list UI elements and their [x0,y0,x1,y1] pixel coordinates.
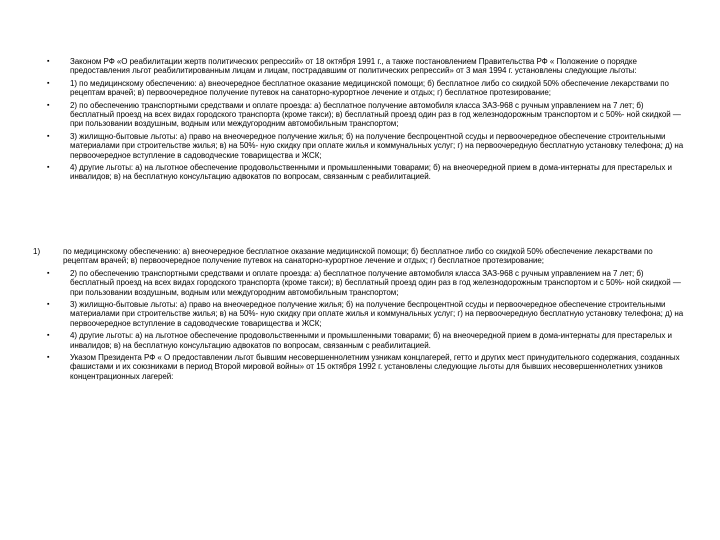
bullet-icon: ▪ [47,332,50,340]
list-item-text: 3) жилищно-бытовые льготы: а) право на внеочередное получение жилья; б) на получение беспроцентной ссуды и первоочередное обеспечение строительными материалами при строительстве жилья; в) на 50%- ную скидку при оплате жилья и коммунальных услуг; г) на первоочередную бесплатную установку телефона; д) на первоочередное вступление в садоводческие товарищества и ЖСК; [70,300,684,328]
list-item [0,79,720,98]
list-item [0,269,720,297]
list-item-text: 1) по медицинскому обеспечению: а) внеочередное бесплатное оказание медицинской помощи; б) бесплатное либо со скидкой 50% обеспечение лекарствами по рецептам врачей; в) первоочередное получение путевок на санаторно-курортное лечение и отдых; г) бесплатное протезирование; [70,78,669,98]
list-item-text: по медицинскому обеспечению: а) внеочередное бесплатное оказание медицинской помощи; б) бесплатное либо со скидкой 50% обеспечение лекарствами по рецептам врачей; в) первоочередное получение путевок на санаторно-курортное лечение и отдых; г) бесплатное протезирование; [63,247,653,266]
list-item [0,57,720,76]
list-item [0,300,720,328]
bullet-icon: ▪ [47,354,50,362]
list-number: 1) [33,247,41,256]
benefits-list-secondary [0,247,720,384]
list-item-text: 4) другие льготы: а) на льготное обеспечение продовольственными и промышленными товарами; б) на внеочередной прием в дома-интернаты для престарелых и инвалидов; в) на бесплатную консультацию адвокатов по вопросам, связанным с реабилитацией. [70,163,672,182]
list-item [0,247,720,266]
list-item-text: 2) по обеспечению транспортными средствами и оплате проезда: а) бесплатное получение автомобиля класса ЗАЗ-968 с ручным управлением на 7 лет; б) бесплатный проезд на всех видах городского транспорта (кроме такси); в) бесплатный проезд один раз в год железнодорожным транспортом и с 50%- ной скидкой — при пользовании воздушным, водным или междугородним автомобильным транспортом; [70,268,681,297]
bullet-icon: ▪ [47,101,50,109]
bullet-icon: ▪ [47,301,50,309]
bullet-icon: ▪ [47,79,50,87]
benefits-list-primary [0,57,720,185]
list-item [0,353,720,381]
list-item-text: 2) по обеспечению транспортными средствами и оплате проезда: а) бесплатное получение автомобиля класса ЗАЗ-968 с ручным управлением на 7 лет; б) бесплатный проезд на всех видах городского транспорта (кроме такси); в) бесплатный проезд один раз в год железнодорожным транспортом и с 50%- ной скидкой — при пользовании воздушным, водным или междугородним автомобильным транспортом; [70,100,681,129]
list-item [0,101,720,129]
bullet-icon: ▪ [47,132,50,140]
list-item [0,331,720,350]
bullet-icon: ▪ [47,269,50,277]
list-item-text: Указом Президента РФ « О предоставлении льгот бывшим несовершеннолетним узникам концлагерей, гетто и других мест принудительного содержания, созданных фашистами и их союзниками в период Второй мировой войны» от 15 октября 1992 г. установлены следующие льготы для бывших несовершеннолетних узников концентрационных лагерей: [70,353,680,381]
list-item-text: 4) другие льготы: а) на льготное обеспечение продовольственными и промышленными товарами; б) на внеочередной прием в дома-интернаты для престарелых и инвалидов; в) на бесплатную консультацию адвокатов по вопросам, связанным с реабилитацией. [70,331,672,350]
bullet-icon: ▪ [47,58,50,65]
list-item [0,132,720,160]
list-item-text: 3) жилищно-бытовые льготы: а) право на внеочередное получение жилья; б) на получение беспроцентной ссуды и первоочередное обеспечение строительными материалами при строительстве жилья; в) на 50%- ную скидку при оплате жилья и коммунальных услуг; г) на первоочередную бесплатную установку телефона; д) на первоочередное вступление в садоводческие товарищества и ЖСК; [70,131,684,160]
bullet-icon: ▪ [47,164,50,172]
list-item-text: Законом РФ «О реабилитации жертв политических репрессий» от 18 октября 1991 г., а также постановлением Правительства РФ « Положение о порядке предоставления льгот реабилитированным лицам и лицам, пострадавшим от политических репрессий» от 3 мая 1994 г. установлены следующие льготы: [70,57,637,76]
list-item [0,163,720,182]
